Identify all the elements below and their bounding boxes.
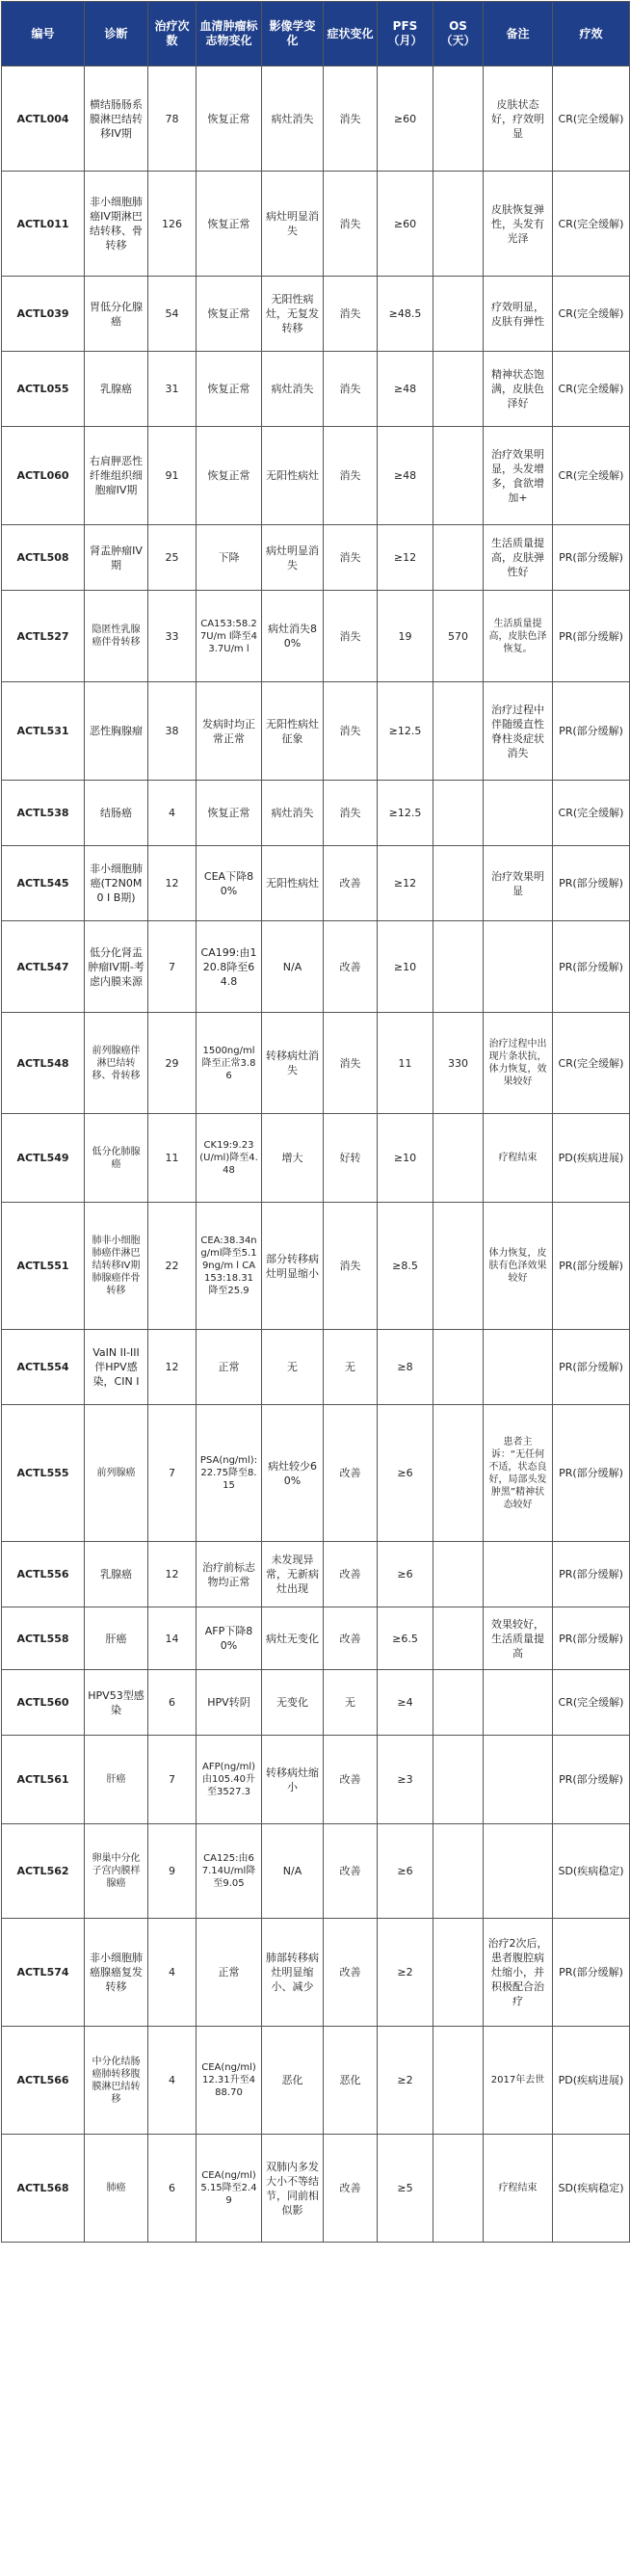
case-id-cell: ACTL039 (2, 277, 85, 352)
imaging-change-cell: 病灶明显消失 (262, 172, 324, 277)
marker-change-cell: 下降 (197, 525, 262, 591)
symptom-change-cell: 改善 (324, 846, 378, 921)
pfs-value-cell: ≥6 (378, 1405, 433, 1542)
diagnosis-cell: 肺非小细胞肺癌伴淋巴结转移IV期 肺腺癌伴骨转移 (85, 1203, 148, 1330)
efficacy-cell: CR(完全缓解) (553, 277, 630, 352)
case-id-cell: ACTL547 (2, 921, 85, 1013)
treatment-count-cell: 11 (148, 1114, 197, 1203)
efficacy-cell: CR(完全缓解) (553, 1013, 630, 1114)
treatment-count-cell: 22 (148, 1203, 197, 1330)
marker-change-cell: 恢复正常 (197, 66, 262, 172)
header-row (2, 2, 630, 66)
os-value-cell (433, 846, 484, 921)
case-id-cell: ACTL548 (2, 1013, 85, 1114)
diagnosis-cell: VaIN II-III伴HPV感染，CIN I (85, 1330, 148, 1405)
diagnosis-cell: 低分化肺腺癌 (85, 1114, 148, 1203)
efficacy-cell: PR(部分缓解) (553, 1330, 630, 1405)
case-id-cell: ACTL556 (2, 1542, 85, 1607)
diagnosis-cell: 横结肠肠系膜淋巴结转移IV期 (85, 66, 148, 172)
marker-change-cell: 正常 (197, 1330, 262, 1405)
table-row (2, 1607, 630, 1670)
marker-change-cell: CEA:38.34ng/ml降至5.19ng/m l CA153:18.31降至25.9 (197, 1203, 262, 1330)
marker-change-cell: AFP下降80% (197, 1607, 262, 1670)
efficacy-cell: PR(部分缓解) (553, 1736, 630, 1824)
imaging-change-cell: 恶化 (262, 2027, 324, 2135)
remark-cell: 皮肤状态好，疗效明显 (484, 66, 553, 172)
remark-cell (484, 921, 553, 1013)
os-value-cell (433, 1405, 484, 1542)
pfs-value-cell: ≥10 (378, 921, 433, 1013)
column-header: 编号 (2, 2, 85, 66)
os-value-cell (433, 277, 484, 352)
diagnosis-cell: HPV53型感染 (85, 1670, 148, 1736)
diagnosis-cell: 非小细胞肺癌(T2N0M0 I B期) (85, 846, 148, 921)
remark-cell: 生活质量提高，皮肤色泽恢复。 (484, 591, 553, 682)
diagnosis-cell: 非小细胞肺癌IV期淋巴结转移、骨转移 (85, 172, 148, 277)
remark-cell: 治疗过程中伴随缓直性脊柱炎症状消失 (484, 682, 553, 781)
diagnosis-cell: 胃低分化腺癌 (85, 277, 148, 352)
os-value-cell (433, 352, 484, 427)
diagnosis-cell: 前列腺癌 (85, 1405, 148, 1542)
diagnosis-cell: 中分化结肠癌肺转移腹膜淋巴结转移 (85, 2027, 148, 2135)
imaging-change-cell: 转移病灶消失 (262, 1013, 324, 1114)
imaging-change-cell: 病灶消失 (262, 781, 324, 846)
efficacy-cell: PR(部分缓解) (553, 1203, 630, 1330)
column-header: 症状变化 (324, 2, 378, 66)
symptom-change-cell: 消失 (324, 172, 378, 277)
os-value-cell (433, 1203, 484, 1330)
symptom-change-cell: 改善 (324, 1607, 378, 1670)
imaging-change-cell: 病灶较少60% (262, 1405, 324, 1542)
efficacy-cell: PD(疾病进展) (553, 2027, 630, 2135)
table-row (2, 1013, 630, 1114)
treatment-count-cell: 91 (148, 427, 197, 525)
os-value-cell (433, 525, 484, 591)
pfs-value-cell: ≥48 (378, 352, 433, 427)
table-row (2, 921, 630, 1013)
table-row (2, 1542, 630, 1607)
table-row (2, 352, 630, 427)
symptom-change-cell: 消失 (324, 525, 378, 591)
os-value-cell (433, 921, 484, 1013)
pfs-value-cell: 19 (378, 591, 433, 682)
os-value-cell (433, 1114, 484, 1203)
diagnosis-cell: 肝癌 (85, 1607, 148, 1670)
diagnosis-cell: 肾盂肿瘤IV期 (85, 525, 148, 591)
marker-change-cell: AFP(ng/ml)由105.40升至3527.3 (197, 1736, 262, 1824)
pfs-value-cell: ≥3 (378, 1736, 433, 1824)
imaging-change-cell: 无变化 (262, 1670, 324, 1736)
symptom-change-cell: 消失 (324, 352, 378, 427)
column-header: 影像学变化 (262, 2, 324, 66)
pfs-value-cell: ≥60 (378, 172, 433, 277)
remark-cell: 治疗2次后，患者腹腔病灶缩小，并积极配合治疗 (484, 1919, 553, 2027)
efficacy-cell: PR(部分缓解) (553, 1542, 630, 1607)
column-header: 血清肿瘤标志物变化 (197, 2, 262, 66)
efficacy-cell: SD(疾病稳定) (553, 2135, 630, 2243)
pfs-value-cell: ≥6 (378, 1542, 433, 1607)
case-id-cell: ACTL545 (2, 846, 85, 921)
efficacy-cell: CR(完全缓解) (553, 1670, 630, 1736)
imaging-change-cell: 增大 (262, 1114, 324, 1203)
treatment-count-cell: 12 (148, 1542, 197, 1607)
treatment-count-cell: 29 (148, 1013, 197, 1114)
column-header: PFS（月） (378, 2, 433, 66)
symptom-change-cell: 改善 (324, 1824, 378, 1919)
os-value-cell (433, 1919, 484, 2027)
treatment-count-cell: 4 (148, 1919, 197, 2027)
treatment-count-cell: 7 (148, 1405, 197, 1542)
treatment-count-cell: 7 (148, 1736, 197, 1824)
pfs-value-cell: ≥12 (378, 525, 433, 591)
remark-cell: 精神状态饱满，皮肤色泽好 (484, 352, 553, 427)
treatment-count-cell: 6 (148, 2135, 197, 2243)
treatment-count-cell: 4 (148, 781, 197, 846)
os-value-cell (433, 1330, 484, 1405)
remark-cell: 效果较好，生活质量提高 (484, 1607, 553, 1670)
remark-cell: 治疗过程中出现片条状抗，体力恢复，效果较好 (484, 1013, 553, 1114)
table-row (2, 682, 630, 781)
imaging-change-cell: 无阳性病灶 (262, 846, 324, 921)
remark-cell (484, 1670, 553, 1736)
marker-change-cell: CA199:由120.8降至64.8 (197, 921, 262, 1013)
column-header: 备注 (484, 2, 553, 66)
symptom-change-cell: 消失 (324, 781, 378, 846)
remark-cell (484, 1330, 553, 1405)
pfs-value-cell: ≥8 (378, 1330, 433, 1405)
table-row (2, 1824, 630, 1919)
treatment-count-cell: 7 (148, 921, 197, 1013)
case-id-cell: ACTL561 (2, 1736, 85, 1824)
imaging-change-cell: 病灶消失80% (262, 591, 324, 682)
marker-change-cell: 治疗前标志物均正常 (197, 1542, 262, 1607)
os-value-cell (433, 1670, 484, 1736)
imaging-change-cell: 未发现异常，无新病灶出现 (262, 1542, 324, 1607)
efficacy-cell: CR(完全缓解) (553, 172, 630, 277)
treatment-count-cell: 25 (148, 525, 197, 591)
imaging-change-cell: 转移病灶缩小 (262, 1736, 324, 1824)
diagnosis-cell: 乳腺癌 (85, 1542, 148, 1607)
case-id-cell: ACTL004 (2, 66, 85, 172)
case-id-cell: ACTL568 (2, 2135, 85, 2243)
os-value-cell (433, 66, 484, 172)
efficacy-cell: PR(部分缓解) (553, 921, 630, 1013)
marker-change-cell: CEA(ng/ml)12.31升至488.70 (197, 2027, 262, 2135)
case-id-cell: ACTL549 (2, 1114, 85, 1203)
diagnosis-cell: 前列腺癌伴淋巴结转移、骨转移 (85, 1013, 148, 1114)
efficacy-cell: CR(完全缓解) (553, 781, 630, 846)
treatment-count-cell: 12 (148, 846, 197, 921)
symptom-change-cell: 恶化 (324, 2027, 378, 2135)
case-id-cell: ACTL531 (2, 682, 85, 781)
table-row (2, 2135, 630, 2243)
case-id-cell: ACTL574 (2, 1919, 85, 2027)
imaging-change-cell: 部分转移病灶明显缩小 (262, 1203, 324, 1330)
treatment-count-cell: 54 (148, 277, 197, 352)
efficacy-cell: PR(部分缓解) (553, 1405, 630, 1542)
os-value-cell (433, 682, 484, 781)
table-row (2, 1670, 630, 1736)
pfs-value-cell: ≥10 (378, 1114, 433, 1203)
pfs-value-cell: ≥4 (378, 1670, 433, 1736)
pfs-value-cell: ≥48 (378, 427, 433, 525)
os-value-cell (433, 1542, 484, 1607)
marker-change-cell: 正常 (197, 1919, 262, 2027)
efficacy-cell: PR(部分缓解) (553, 682, 630, 781)
os-value-cell (433, 2135, 484, 2243)
symptom-change-cell: 消失 (324, 66, 378, 172)
treatment-count-cell: 12 (148, 1330, 197, 1405)
treatment-count-cell: 6 (148, 1670, 197, 1736)
remark-cell: 2017年去世 (484, 2027, 553, 2135)
remark-cell: 生活质量提高，皮肤弹性好 (484, 525, 553, 591)
pfs-value-cell: ≥8.5 (378, 1203, 433, 1330)
pfs-value-cell: ≥5 (378, 2135, 433, 2243)
treatment-count-cell: 78 (148, 66, 197, 172)
symptom-change-cell: 改善 (324, 1542, 378, 1607)
case-id-cell: ACTL060 (2, 427, 85, 525)
remark-cell: 皮肤恢复弹性，头发有光泽 (484, 172, 553, 277)
efficacy-cell: PR(部分缓解) (553, 846, 630, 921)
imaging-change-cell: 病灶消失 (262, 66, 324, 172)
imaging-change-cell: 病灶消失 (262, 352, 324, 427)
symptom-change-cell: 改善 (324, 921, 378, 1013)
os-value-cell (433, 2027, 484, 2135)
case-id-cell: ACTL011 (2, 172, 85, 277)
imaging-change-cell: 无 (262, 1330, 324, 1405)
case-id-cell: ACTL551 (2, 1203, 85, 1330)
diagnosis-cell: 结肠癌 (85, 781, 148, 846)
marker-change-cell: 恢复正常 (197, 352, 262, 427)
diagnosis-cell: 右肩胛恶性纤维组织细胞瘤IV期 (85, 427, 148, 525)
efficacy-cell: CR(完全缓解) (553, 66, 630, 172)
column-header: 诊断 (85, 2, 148, 66)
symptom-change-cell: 无 (324, 1330, 378, 1405)
imaging-change-cell: 无阳性病灶，无复发转移 (262, 277, 324, 352)
os-value-cell (433, 1736, 484, 1824)
remark-cell: 体力恢复，皮肤有色泽效果较好 (484, 1203, 553, 1330)
symptom-change-cell: 改善 (324, 1919, 378, 2027)
imaging-change-cell: N/A (262, 921, 324, 1013)
symptom-change-cell: 改善 (324, 2135, 378, 2243)
table-row (2, 525, 630, 591)
pfs-value-cell: ≥6.5 (378, 1607, 433, 1670)
treatment-count-cell: 4 (148, 2027, 197, 2135)
table-row (2, 427, 630, 525)
diagnosis-cell: 非小细胞肺癌腺癌复发转移 (85, 1919, 148, 2027)
case-id-cell: ACTL560 (2, 1670, 85, 1736)
table-row (2, 781, 630, 846)
treatment-count-cell: 126 (148, 172, 197, 277)
case-id-cell: ACTL538 (2, 781, 85, 846)
marker-change-cell: 发病时均正常正常 (197, 682, 262, 781)
table-row (2, 277, 630, 352)
pfs-value-cell: ≥12.5 (378, 781, 433, 846)
remark-cell: 疗程结束 (484, 1114, 553, 1203)
case-id-cell: ACTL558 (2, 1607, 85, 1670)
marker-change-cell: CA125:由67.14U/ml降至9.05 (197, 1824, 262, 1919)
symptom-change-cell: 消失 (324, 277, 378, 352)
imaging-change-cell: 双肺内多发大小不等结节，同前相似影 (262, 2135, 324, 2243)
treatment-count-cell: 33 (148, 591, 197, 682)
imaging-change-cell: N/A (262, 1824, 324, 1919)
marker-change-cell: 1500ng/ml降至正常3.86 (197, 1013, 262, 1114)
imaging-change-cell: 无阳性病灶征象 (262, 682, 324, 781)
case-id-cell: ACTL055 (2, 352, 85, 427)
case-id-cell: ACTL508 (2, 525, 85, 591)
table-row (2, 1330, 630, 1405)
imaging-change-cell: 病灶明显消失 (262, 525, 324, 591)
efficacy-cell: CR(完全缓解) (553, 427, 630, 525)
pfs-value-cell: ≥2 (378, 2027, 433, 2135)
table-row (2, 2027, 630, 2135)
remark-cell: 治疗效果明显，头发增多，食欲增加+ (484, 427, 553, 525)
diagnosis-cell: 卵巢中分化子宫内膜样腺癌 (85, 1824, 148, 1919)
os-value-cell: 570 (433, 591, 484, 682)
marker-change-cell: CEA下降80% (197, 846, 262, 921)
os-value-cell (433, 427, 484, 525)
column-header: OS（天） (433, 2, 484, 66)
pfs-value-cell: 11 (378, 1013, 433, 1114)
table-row (2, 1919, 630, 2027)
marker-change-cell: CA153:58.27U/m l降至43.7U/m l (197, 591, 262, 682)
treatment-count-cell: 31 (148, 352, 197, 427)
table-row (2, 846, 630, 921)
remark-cell: 疗程结束 (484, 2135, 553, 2243)
pfs-value-cell: ≥6 (378, 1824, 433, 1919)
os-value-cell (433, 1607, 484, 1670)
symptom-change-cell: 消失 (324, 1013, 378, 1114)
marker-change-cell: CEA(ng/ml)5.15降至2.49 (197, 2135, 262, 2243)
remark-cell (484, 1824, 553, 1919)
treatment-count-cell: 9 (148, 1824, 197, 1919)
symptom-change-cell: 无 (324, 1670, 378, 1736)
remark-cell (484, 1542, 553, 1607)
pfs-value-cell: ≥48.5 (378, 277, 433, 352)
symptom-change-cell: 改善 (324, 1405, 378, 1542)
marker-change-cell: 恢复正常 (197, 781, 262, 846)
case-id-cell: ACTL554 (2, 1330, 85, 1405)
treatment-count-cell: 14 (148, 1607, 197, 1670)
column-header: 疗效 (553, 2, 630, 66)
marker-change-cell: 恢复正常 (197, 427, 262, 525)
diagnosis-cell: 肺癌 (85, 2135, 148, 2243)
os-value-cell (433, 1824, 484, 1919)
treatment-count-cell: 38 (148, 682, 197, 781)
table-body (2, 66, 630, 2243)
diagnosis-cell: 隐匿性乳腺癌伴骨转移 (85, 591, 148, 682)
marker-change-cell: HPV转阴 (197, 1670, 262, 1736)
remark-cell: 疗效明显，皮肤有弹性 (484, 277, 553, 352)
os-value-cell: 330 (433, 1013, 484, 1114)
table-row (2, 172, 630, 277)
marker-change-cell: 恢复正常 (197, 172, 262, 277)
remark-cell (484, 781, 553, 846)
marker-change-cell: 恢复正常 (197, 277, 262, 352)
symptom-change-cell: 消失 (324, 427, 378, 525)
symptom-change-cell: 改善 (324, 1736, 378, 1824)
diagnosis-cell: 恶性胸腺瘤 (85, 682, 148, 781)
results-table (1, 1, 630, 2243)
marker-change-cell: CK19:9.23(U/ml)降至4.48 (197, 1114, 262, 1203)
os-value-cell (433, 172, 484, 277)
column-header: 治疗次数 (148, 2, 197, 66)
efficacy-cell: PR(部分缓解) (553, 1607, 630, 1670)
table-row (2, 1114, 630, 1203)
efficacy-cell: PD(疾病进展) (553, 1114, 630, 1203)
pfs-value-cell: ≥60 (378, 66, 433, 172)
efficacy-cell: SD(疾病稳定) (553, 1824, 630, 1919)
os-value-cell (433, 781, 484, 846)
diagnosis-cell: 乳腺癌 (85, 352, 148, 427)
remark-cell: 治疗效果明显 (484, 846, 553, 921)
remark-cell (484, 1736, 553, 1824)
case-id-cell: ACTL555 (2, 1405, 85, 1542)
imaging-change-cell: 无阳性病灶 (262, 427, 324, 525)
remark-cell: 患者主诉：“无任何不适，状态良好，局部头发肿黑”精神状态较好 (484, 1405, 553, 1542)
table-row (2, 1405, 630, 1542)
case-id-cell: ACTL566 (2, 2027, 85, 2135)
pfs-value-cell: ≥12 (378, 846, 433, 921)
table-row (2, 66, 630, 172)
table-row (2, 1203, 630, 1330)
symptom-change-cell: 消失 (324, 1203, 378, 1330)
diagnosis-cell: 肝癌 (85, 1736, 148, 1824)
marker-change-cell: PSA(ng/ml):22.75降至8.15 (197, 1405, 262, 1542)
symptom-change-cell: 消失 (324, 591, 378, 682)
table-row (2, 591, 630, 682)
case-id-cell: ACTL562 (2, 1824, 85, 1919)
symptom-change-cell: 消失 (324, 682, 378, 781)
imaging-change-cell: 病灶无变化 (262, 1607, 324, 1670)
case-id-cell: ACTL527 (2, 591, 85, 682)
pfs-value-cell: ≥12.5 (378, 682, 433, 781)
imaging-change-cell: 肺部转移病灶明显缩小、减少 (262, 1919, 324, 2027)
efficacy-cell: PR(部分缓解) (553, 1919, 630, 2027)
efficacy-cell: CR(完全缓解) (553, 352, 630, 427)
efficacy-cell: PR(部分缓解) (553, 591, 630, 682)
symptom-change-cell: 好转 (324, 1114, 378, 1203)
efficacy-cell: PR(部分缓解) (553, 525, 630, 591)
table-row (2, 1736, 630, 1824)
pfs-value-cell: ≥2 (378, 1919, 433, 2027)
diagnosis-cell: 低分化肾盂肿瘤IV期-考虑内膜来源 (85, 921, 148, 1013)
